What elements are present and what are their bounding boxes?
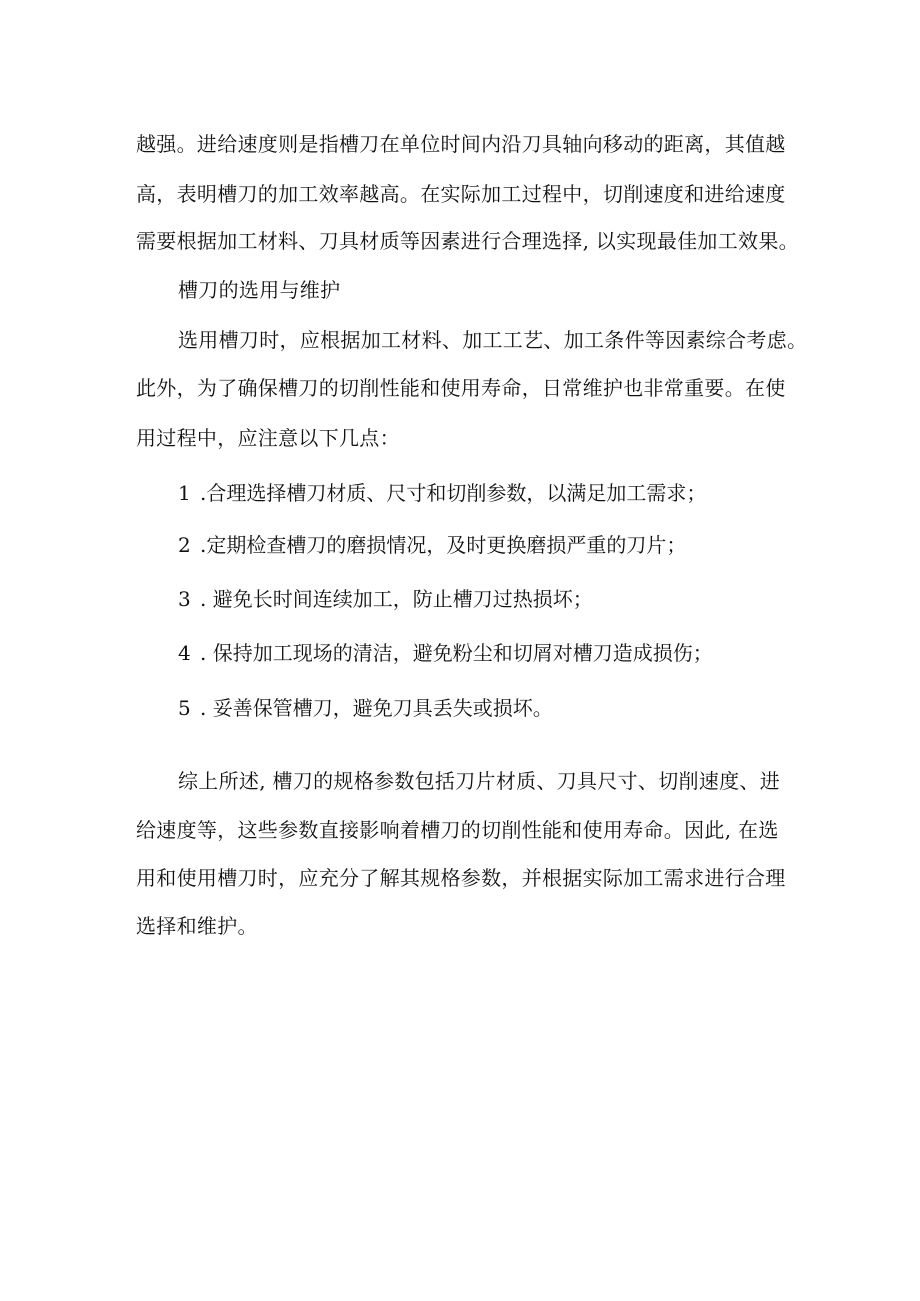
list-item [178, 694, 553, 722]
list-item-text: . 避免长时间连续加工，防止槽刀过热损坏； [200, 587, 593, 611]
list-item-text: . 妥善保管槽刀，避免刀具丢失或损坏。 [200, 696, 553, 720]
paragraph-line: 此外，为了确保槽刀的切削性能和使用寿命，日常维护也非常重要。在使 [136, 376, 786, 400]
list-item-number: 1 [178, 481, 191, 505]
list-item [178, 639, 713, 667]
paragraph-line: 选用槽刀时，应根据加工材料、加工工艺、加工条件等因素综合考虑。 [178, 328, 808, 352]
paragraph-line: 越强。进给速度则是指槽刀在单位时间内沿刀具轴向移动的距离，其值越 [136, 132, 786, 156]
list-item-text: . 保持加工现场的清洁，避免粉尘和切屑对槽刀造成损伤； [200, 641, 713, 665]
conclusion-line: 给速度等，这些参数直接影响着槽刀的切削性能和使用寿命。因此, 在选 [136, 818, 779, 842]
paragraph-line: 需要根据加工材料、刀具材质等因素进行合理选择, 以实现最佳加工效果。 [136, 229, 799, 253]
list-item-number: 4 [178, 641, 191, 665]
paragraph-line: 用过程中，应注意以下几点： [136, 426, 400, 450]
list-item [178, 585, 593, 613]
list-item [178, 531, 686, 559]
list-item-number: 2 [178, 533, 191, 557]
conclusion-line: 综上所述, 槽刀的规格参数包括刀片材质、刀具尺寸、切削速度、进 [178, 769, 781, 793]
paragraph-line: 高，表明槽刀的加工效率越高。在实际加工过程中，切削速度和进给速度 [136, 182, 786, 206]
list-item-number: 3 [178, 587, 191, 611]
list-item-number: 5 [178, 696, 191, 720]
conclusion-line: 用和使用槽刀时，应充分了解其规格参数，并根据实际加工需求进行合理 [136, 866, 786, 890]
list-item [178, 479, 706, 507]
section-heading: 槽刀的选用与维护 [178, 278, 341, 302]
list-item-text: .合理选择槽刀材质、尺寸和切削参数，以满足加工需求； [200, 481, 707, 505]
conclusion-line: 选择和维护。 [136, 914, 258, 938]
list-item-text: .定期检查槽刀的磨损情况，及时更换磨损严重的刀片； [200, 533, 687, 557]
